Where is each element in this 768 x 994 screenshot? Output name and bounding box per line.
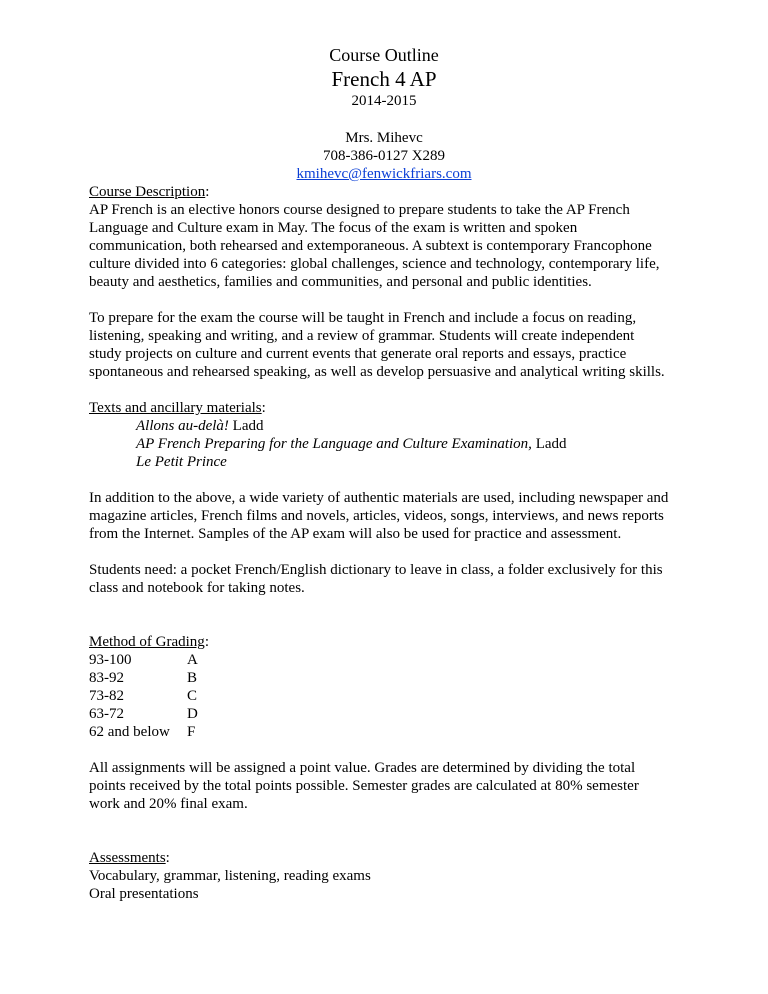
assessment-item: Oral presentations xyxy=(89,886,199,902)
supplies-paragraph: Students need: a pocket French/English dictionary to leave in class, a folder exclusively for this class and notebook for taking notes. xyxy=(89,562,663,596)
description-paragraph-2: To prepare for the exam the course will be taught in French and include a focus on reading, listening, speaking and writing, and a review of grammar. Students will create independent study projects on culture and current events that generate oral reports and essays, practice spontaneous and rehearsed speaking, as well as develop persuasive and analytical writing skills. xyxy=(89,310,665,380)
description-paragraph-1: AP French is an elective honors course designed to prepare students to take the AP French Language and Culture exam in May. The focus of the exam is written and spoken communication, both rehearsed and extemporaneous. A subtext is contemporary Francophone culture divided into 6 categories: global challenges, science and technology, contemporary life, beauty and aesthetics, families and communities, and personal and public identities. xyxy=(89,202,660,290)
document-body xyxy=(89,183,689,903)
teacher-email-link[interactable]: kmihevc@fenwickfriars.com xyxy=(296,166,472,182)
grade-row: 62 and below F xyxy=(89,724,196,740)
texts-heading: Texts and ancillary materials: xyxy=(89,400,266,416)
assessments-heading: Assessments: xyxy=(89,850,170,866)
school-year: 2014-2015 xyxy=(351,93,417,109)
materials-paragraph: In addition to the above, a wide variety of authentic materials are used, including newspaper and magazine articles, French films and novels, articles, videos, songs, interviews, and news reports from the Internet. Samples of the AP exam will also be used for practice and assessment. xyxy=(89,490,669,542)
course-outline-label: Course Outline xyxy=(329,45,439,65)
grade-row: 93-100 A xyxy=(89,652,198,668)
contact-block xyxy=(0,129,768,183)
grading-heading: Method of Grading: xyxy=(89,634,209,650)
text-item: Allons au-delà! Ladd xyxy=(136,418,264,434)
grading-paragraph: All assignments will be assigned a point value. Grades are determined by dividing the total points received by the total points possible. Semester grades are calculated at 80% semester work and 20% final exam. xyxy=(89,760,639,812)
course-title: French 4 AP xyxy=(331,67,437,91)
texts-list xyxy=(89,417,689,471)
grade-row: 63-72 D xyxy=(89,706,198,722)
teacher-phone: 708-386-0127 X289 xyxy=(322,148,446,164)
grade-row: 83-92 B xyxy=(89,670,198,686)
description-heading: Course Description: xyxy=(89,184,210,200)
assessment-item: Vocabulary, grammar, listening, reading exams xyxy=(89,868,371,884)
grading-scale xyxy=(89,651,229,741)
text-item: Le Petit Prince xyxy=(136,454,227,470)
teacher-name: Mrs. Mihevc xyxy=(345,130,423,146)
text-item: AP French Preparing for the Language and Culture Examination, Ladd xyxy=(136,436,567,452)
document-header xyxy=(0,44,768,183)
grade-row: 73-82 C xyxy=(89,688,198,704)
